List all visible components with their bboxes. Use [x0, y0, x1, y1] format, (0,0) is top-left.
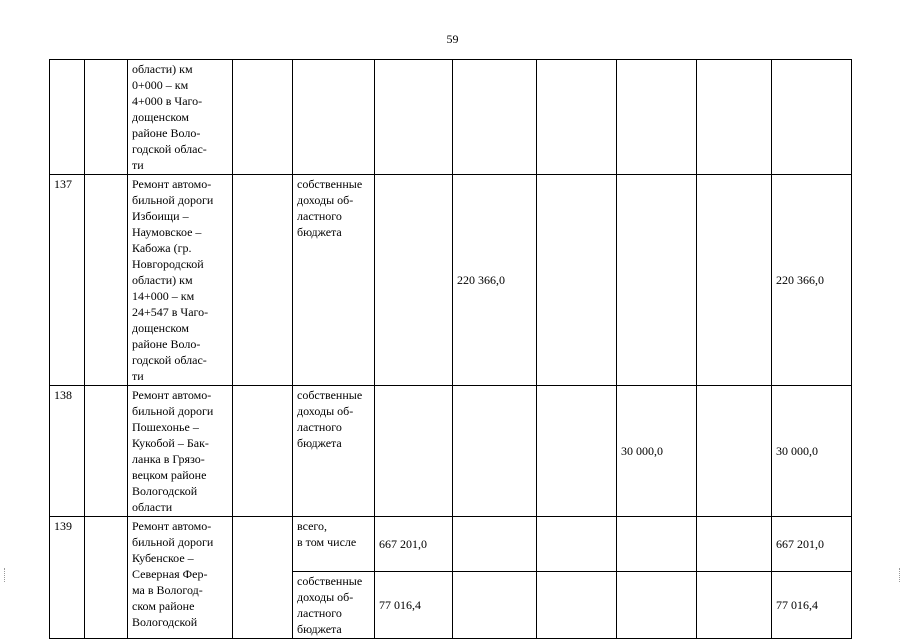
value-cell	[617, 517, 697, 572]
empty-cell	[85, 517, 128, 639]
value-cell	[537, 517, 617, 572]
funding-source-cell: собственные доходы об- ластного бюджета	[293, 175, 375, 386]
object-name-cell: Ремонт автомо- бильной дороги Избоищи – Наумовское – Кабожа (гр. Новгородской области) км 14+000 – км 24+547 в Чаго- дощенском районе Воло- годской облас- ти	[128, 175, 233, 386]
object-name-cell: области) км 0+000 – км 4+000 в Чаго- дощенском районе Воло- годской облас- ти	[128, 60, 233, 175]
object-name-cell: Ремонт автомо- бильной дороги Кубенское – Северная Фер- ма в Вологод- ском районе Вологодской	[128, 517, 233, 639]
value-cell: 30 000,0	[617, 386, 697, 517]
empty-cell	[233, 175, 293, 386]
total-cell: 77 016,4	[772, 572, 852, 639]
value-cell	[537, 60, 617, 175]
value-cell: 667 201,0	[375, 517, 453, 572]
empty-cell	[85, 175, 128, 386]
value-cell	[375, 175, 453, 386]
value-cell	[697, 386, 772, 517]
value-cell	[617, 572, 697, 639]
row-number-cell: 137	[50, 175, 85, 386]
page-number: 59	[446, 32, 459, 46]
total-cell: 30 000,0	[772, 386, 852, 517]
table-row	[50, 60, 852, 175]
value-cell	[453, 572, 537, 639]
row-number-cell: 138	[50, 386, 85, 517]
total-cell: 220 366,0	[772, 175, 852, 386]
funding-source-cell: собственные доходы об- ластного бюджета	[293, 572, 375, 639]
table-row	[50, 517, 852, 572]
value-cell	[697, 175, 772, 386]
total-cell: 667 201,0	[772, 517, 852, 572]
empty-cell	[85, 60, 128, 175]
empty-cell	[233, 517, 293, 639]
value-cell: 77 016,4	[375, 572, 453, 639]
value-cell	[617, 175, 697, 386]
value-cell	[617, 60, 697, 175]
value-cell	[537, 386, 617, 517]
value-cell	[697, 572, 772, 639]
scan-edge-mark	[4, 568, 7, 582]
value-cell	[453, 60, 537, 175]
value-cell: 220 366,0	[453, 175, 537, 386]
value-cell	[453, 517, 537, 572]
funding-source-cell	[293, 60, 375, 175]
empty-cell	[233, 60, 293, 175]
row-number-cell	[50, 60, 85, 175]
value-cell	[697, 60, 772, 175]
value-cell	[537, 175, 617, 386]
value-cell	[453, 386, 537, 517]
value-cell	[375, 60, 453, 175]
value-cell	[697, 517, 772, 572]
object-name-cell: Ремонт автомо- бильной дороги Пошехонье – Кукобой – Бак- ланка в Грязо- вецком районе Вологодской области	[128, 386, 233, 517]
funding-source-cell: собственные доходы об- ластного бюджета	[293, 386, 375, 517]
total-cell	[772, 60, 852, 175]
scan-edge-mark	[899, 568, 902, 582]
empty-cell	[85, 386, 128, 517]
budget-table	[49, 59, 852, 639]
empty-cell	[233, 386, 293, 517]
row-number-cell: 139	[50, 517, 85, 639]
table-row	[50, 386, 852, 517]
table-row	[50, 175, 852, 386]
value-cell	[375, 386, 453, 517]
funding-source-cell: всего, в том числе	[293, 517, 375, 572]
value-cell	[537, 572, 617, 639]
